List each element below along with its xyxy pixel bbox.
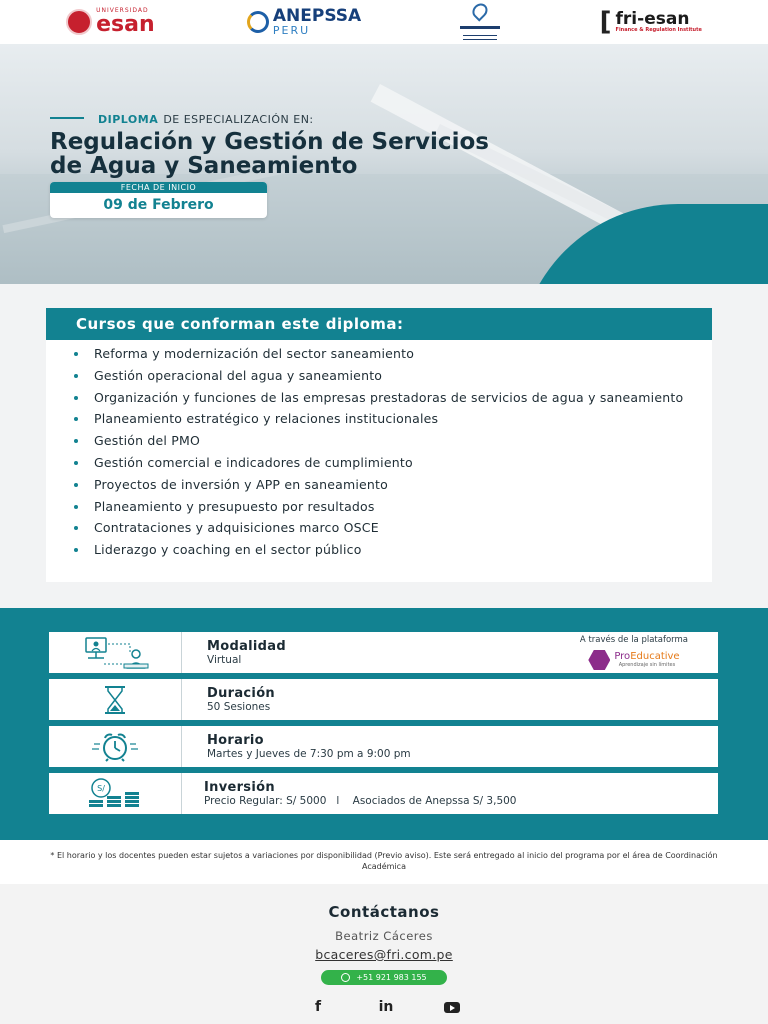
contact-name: Beatriz Cáceres	[335, 929, 433, 943]
duracion-value: 50 Sesiones	[207, 701, 271, 713]
course-item: Organización y funciones de las empresas prestadoras de servicios de agua y saneamiento	[74, 392, 692, 404]
hourglass-icon	[49, 679, 181, 720]
fri-logo-subtitle: Finance & Regulation Institute	[615, 27, 702, 33]
course-item: Gestión operacional del agua y saneamiento	[74, 370, 692, 382]
platform-label: A través de la plataforma	[579, 635, 688, 645]
coins-icon	[49, 773, 181, 814]
kicker-line	[50, 117, 84, 119]
title-line-2: de Agua y Saneamiento	[50, 153, 358, 179]
contact-title: Contáctanos	[328, 903, 440, 921]
inversion-value: Precio Regular: S/ 5000 l Asociados de Anepssa S/ 3,500	[204, 795, 517, 807]
course-item: Planeamiento estratégico y relaciones institucionales	[74, 413, 692, 425]
kicker-bold: DIPLOMA	[98, 113, 159, 126]
inversion-title: Inversión	[204, 780, 275, 795]
esan-logo-text: esan	[96, 12, 155, 37]
course-item: Reforma y modernización del sector saneamiento	[74, 348, 692, 360]
anepssa-logo-text: ANEPSSA	[272, 6, 362, 26]
linkedin-icon[interactable]: in	[378, 999, 394, 1015]
esan-logo[interactable]	[66, 8, 155, 36]
start-date-label: FECHA DE INICIO	[50, 182, 267, 193]
contact-email-link[interactable]: bcaceres@fri.com.pe	[315, 947, 453, 962]
horario-row	[49, 726, 718, 767]
modalidad-title: Modalidad	[207, 639, 286, 654]
whatsapp-phone: +51 921 983 155	[356, 973, 427, 982]
coin-currency-label: S/	[97, 783, 105, 793]
whatsapp-button[interactable]	[321, 970, 446, 985]
course-item: Proyectos de inversión y APP en saneamiento	[74, 479, 692, 491]
alarm-clock-icon	[49, 726, 181, 767]
kicker-text: DE ESPECIALIZACIÓN EN:	[163, 113, 314, 126]
platform-name-b: Educative	[630, 651, 680, 662]
anepssa-logo-country: PERU	[272, 24, 311, 37]
duracion-row	[49, 679, 718, 720]
title-line-1: Regulación y Gestión de Servicios	[50, 129, 489, 155]
escuela-logo[interactable]	[453, 4, 507, 40]
courses-header: Cursos que conforman este diploma:	[46, 308, 712, 340]
course-item: Liderazgo y coaching en el sector público	[74, 544, 692, 556]
platform-name-a: Pro	[614, 651, 631, 662]
schedule-disclaimer: * El horario y los docentes pueden estar sujetos a variaciones por disponibilidad (Previo aviso). Este será entregado al inicio del programa por el área de Coordinación Académica	[50, 851, 718, 871]
contact-section	[0, 884, 768, 1024]
start-date-value: 09 de Febrero	[103, 197, 214, 213]
page-title	[50, 130, 690, 178]
fri-bracket-icon: [	[599, 7, 612, 37]
course-item: Gestión del PMO	[74, 435, 692, 447]
course-item: Contrataciones y adquisiciones marco OSCE	[74, 522, 692, 534]
duracion-title: Duración	[207, 686, 275, 701]
course-item: Planeamiento y presupuesto por resultados	[74, 501, 692, 513]
horario-title: Horario	[207, 733, 264, 748]
esan-seal-icon	[66, 9, 92, 35]
courses-section	[0, 284, 768, 608]
anepssa-logo[interactable]	[247, 8, 361, 36]
program-info-section	[0, 608, 768, 840]
esan-logo-small: UNIVERSIDAD	[96, 7, 149, 14]
proeducative-logo-icon	[588, 650, 610, 670]
start-date-box	[50, 182, 267, 218]
virtual-class-icon	[49, 632, 181, 673]
platform-tagline: Aprendizaje sin límites	[618, 662, 676, 668]
inversion-row	[49, 773, 718, 814]
diploma-kicker	[50, 108, 314, 127]
facebook-icon[interactable]: f	[314, 999, 322, 1015]
hero-banner	[0, 44, 768, 284]
horario-value: Martes y Jueves de 7:30 pm a 9:00 pm	[207, 748, 411, 760]
courses-list	[46, 340, 712, 582]
whatsapp-icon	[341, 973, 350, 982]
modalidad-value: Virtual	[207, 654, 242, 666]
course-item: Gestión comercial e indicadores de cumplimiento	[74, 457, 692, 469]
fri-esan-logo[interactable]	[600, 7, 702, 37]
modalidad-row	[49, 632, 718, 673]
platform-name	[614, 652, 679, 662]
social-links	[0, 999, 768, 1015]
water-drop-icon	[470, 0, 491, 21]
logo-bar	[0, 0, 768, 44]
fri-logo-text: fri-esan	[615, 9, 690, 29]
platform-badge[interactable]	[580, 635, 688, 670]
youtube-icon[interactable]	[444, 1002, 460, 1013]
anepssa-mark-icon	[247, 11, 269, 33]
